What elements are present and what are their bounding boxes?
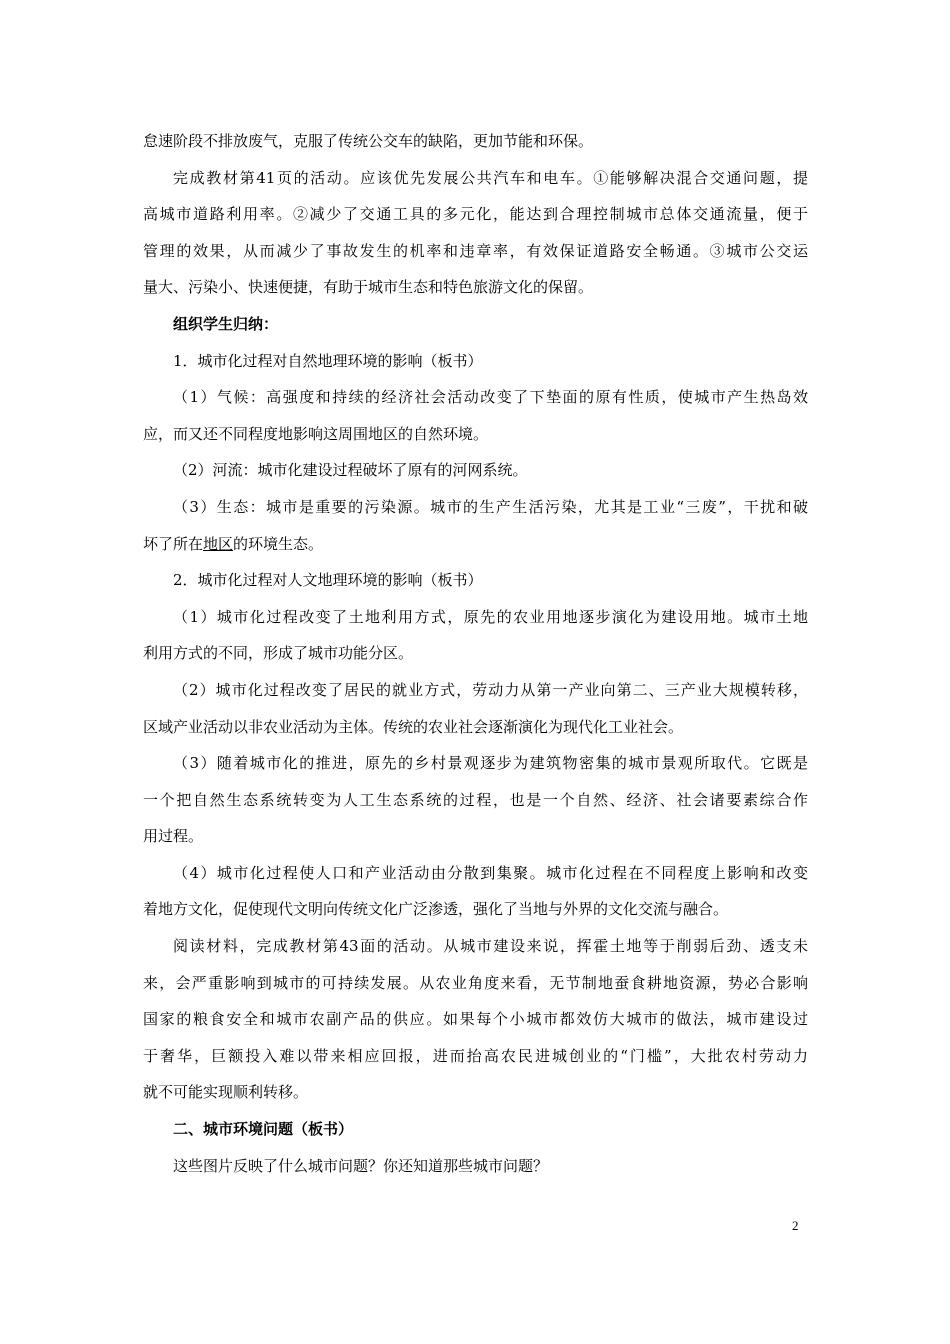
paragraph-line: 怠速阶段不排放废气，克服了传统公交车的缺陷，更加节能和环保。 xyxy=(143,132,594,150)
paragraph-line: 国家的粮食安全和城市农副产品的供应。如果每个小城市都效仿大城市的做法，城市建设过 xyxy=(143,1010,808,1029)
paragraph-line: （1）城市化过程改变了土地利用方式，原先的农业用地逐步演化为建设用地。城市土地 xyxy=(173,607,808,626)
paragraph-line: （2）河流：城市化建设过程破坏了原有的河网系统。 xyxy=(173,461,528,480)
paragraph-line: 阅读材料，完成教材第43面的活动。从城市建设来说，挥霍土地等于削弱后劲、透支未 xyxy=(173,937,808,956)
paragraph-line: 用过程。 xyxy=(143,827,204,846)
subheading: 2．城市化过程对人文地理环境的影响（板书） xyxy=(173,571,483,590)
paragraph-line: （4）城市化过程使人口和产业活动由分散到集聚。城市化过程在不同程度上影响和改变 xyxy=(173,863,808,882)
paragraph-line: 高城市道路利用率。②减少了交通工具的多元化，能达到合理控制城市总体交通流量，便于 xyxy=(143,205,808,224)
text-span: 坏了所在 xyxy=(143,534,204,553)
paragraph-line: 就不可能实现顺利转移。 xyxy=(143,1083,309,1102)
paragraph-line: （3）生态：城市是重要的污染源。城市的生产生活污染，尤其是工业“三废”，干扰和破 xyxy=(173,497,808,516)
subheading: 1．城市化过程对自然地理环境的影响（板书） xyxy=(173,351,483,370)
section-heading: 二、城市环境问题（板书） xyxy=(173,1120,354,1139)
text-span: 的环境生态。 xyxy=(233,534,324,553)
underlined-text: 地区 xyxy=(203,534,234,553)
paragraph-line: （2）城市化过程改变了居民的就业方式，劳动力从第一产业向第二、三产业大规模转移， xyxy=(173,680,808,699)
paragraph-line: 利用方式的不同，形成了城市功能分区。 xyxy=(143,644,414,663)
paragraph-line: 着地方文化，促使现代文明向传统文化广泛渗透，强化了当地与外界的文化交流与融合。 xyxy=(143,900,729,919)
paragraph-line: 应，而又还不同程度地影响这周围地区的自然环境。 xyxy=(143,424,489,443)
paragraph-line: 管理的效果，从而减少了事故发生的机率和违章率，有效保证道路安全畅通。③城市公交运 xyxy=(143,241,808,260)
document-body xyxy=(143,123,808,1184)
page-number: 2 xyxy=(792,1218,799,1233)
paragraph-line: 这些图片反映了什么城市问题？你还知道那些城市问题？ xyxy=(173,1156,549,1175)
paragraph-line: 量大、污染小、快速便捷，有助于城市生态和特色旅游文化的保留。 xyxy=(143,278,594,297)
paragraph-line: 于奢华，巨额投入难以带来相应回报，进而抬高农民进城创业的“门槛”，大批农村劳动力 xyxy=(143,1046,808,1065)
paragraph-line xyxy=(143,526,808,563)
paragraph-line: 完成教材第41页的活动。应该优先发展公共汽车和电车。①能够解决混合交通问题，提 xyxy=(173,168,808,187)
paragraph-line: （3）随着城市化的推进，原先的乡村景观逐步为建筑物密集的城市景观所取代。它既是 xyxy=(173,754,808,773)
paragraph-line: 一个把自然生态系统转变为人工生态系统的过程，也是一个自然、经济、社会诸要素综合作 xyxy=(143,790,808,809)
paragraph-line: 来，会严重影响到城市的可持续发展。从农业角度来看，无节制地蚕食耕地资源，势必合影响 xyxy=(143,973,808,992)
paragraph-line: 区域产业活动以非农业活动为主体。传统的农业社会逐渐演化为现代化工业社会。 xyxy=(143,717,684,736)
paragraph-line: （1）气候：高强度和持续的经济社会活动改变了下垫面的原有性质，使城市产生热岛效 xyxy=(173,388,808,407)
section-heading: 组织学生归纳： xyxy=(173,314,279,333)
